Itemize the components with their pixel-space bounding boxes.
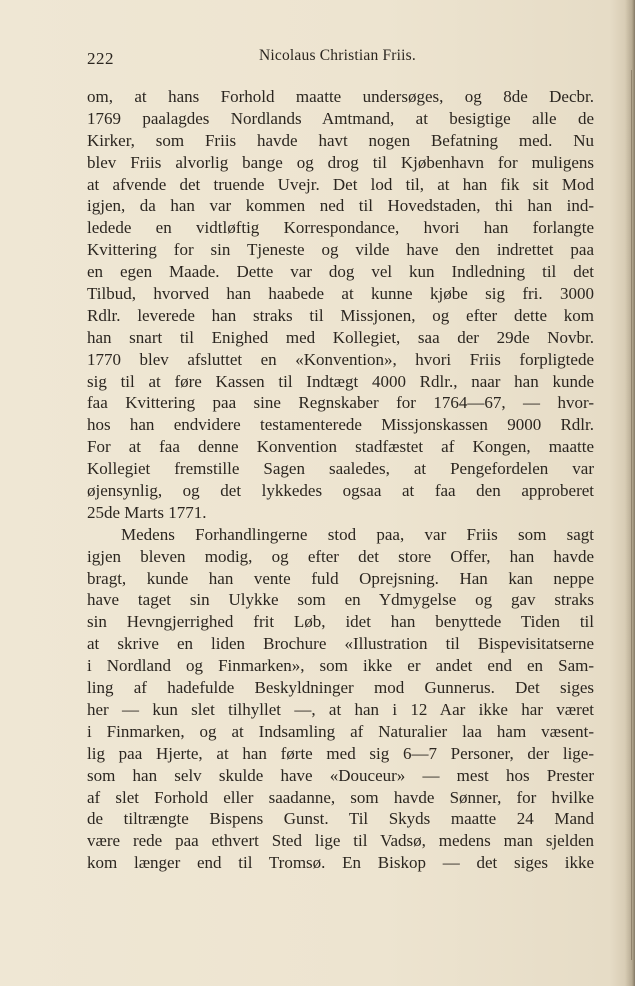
text-line: sig til at føre Kassen til Indtægt 4000 Rdlr., naar han kunde bbox=[87, 371, 594, 391]
text-line: blev Friis alvorlig bange og drog til Kjøbenhavn for muligens bbox=[87, 152, 594, 172]
text-line: lig paa Hjerte, at han førte med sig 6—7 Personer, der lige- bbox=[87, 743, 594, 763]
text-line: i Finmarken, og at Indsamling af Naturalier laa ham væsent- bbox=[87, 721, 594, 741]
text-line: at skrive en liden Brochure «Illustration til Bispevisitatserne bbox=[87, 634, 594, 654]
text-line: hos han endvidere testamenterede Missjonskassen 9000 Rdlr. bbox=[87, 415, 594, 435]
text-line: igjen bleven modig, og efter det store Offer, han havde bbox=[87, 546, 594, 566]
text-line: Kvittering for sin Tjeneste og vilde have den indrettet paa bbox=[87, 240, 594, 260]
text-line: bragt, kunde han vente fuld Oprejsning. Han kan neppe bbox=[87, 568, 594, 588]
text-line: ling af hadefulde Beskyldninger mod Gunnerus. Det siges bbox=[87, 678, 594, 698]
text-line-paragraph-start: Medens Forhandlingerne stod paa, var Friis som sagt bbox=[121, 524, 594, 544]
text-line: her — kun slet tilhyllet —, at han i 12 Aar ikke har været bbox=[87, 699, 594, 719]
text-line: han snart til Enighed med Kollegiet, saa der 29de Novbr. bbox=[87, 327, 594, 347]
text-line: 1769 paalagdes Nordlands Amtmand, at besigtige alle de bbox=[87, 108, 594, 128]
text-line: Kirker, som Friis havde havt nogen Befatning med. Nu bbox=[87, 130, 594, 150]
text-line: som han selv skulde have «Douceur» — mest hos Prester bbox=[87, 765, 594, 785]
text-line: øjensynlig, og det lykkedes ogsaa at faa den approberet bbox=[87, 481, 594, 501]
text-line: kom længer end til Tromsø. En Biskop — det siges ikke bbox=[87, 853, 594, 873]
page-edge-line bbox=[631, 70, 632, 960]
text-line: have taget sin Ulykke som en Ydmygelse og gav straks bbox=[87, 590, 594, 610]
page-number: 222 bbox=[87, 49, 114, 68]
text-line: faa Kvittering paa sine Regnskaber for 1764—67, — hvor- bbox=[87, 393, 594, 413]
text-line: sin Hevngjerrighed frit Løb, idet han benyttede Tiden til bbox=[87, 612, 594, 632]
text-line: Tilbud, hvorved han haabede at kunne kjøbe sig fri. 3000 bbox=[87, 284, 594, 304]
running-head: Nicolaus Christian Friis. bbox=[259, 47, 416, 64]
text-line: For at faa denne Konvention stadfæstet af Kongen, maatte bbox=[87, 437, 594, 457]
text-line: Kollegiet fremstille Sagen saaledes, at Pengefordelen var bbox=[87, 459, 594, 479]
text-line: være rede paa ethvert Sted lige til Vadsø, medens man sjelden bbox=[87, 831, 594, 851]
text-line: ledede en vidtløftig Korrespondance, hvori han forlangte bbox=[87, 218, 594, 238]
page-edge-shadow bbox=[625, 0, 635, 986]
text-line: Rdlr. leverede han straks til Missjonen, og efter dette kom bbox=[87, 305, 594, 325]
text-line: at afvende det truende Uvejr. Det lod til, at han fik sit Mod bbox=[87, 174, 594, 194]
text-line: i Nordland og Finmarken», som ikke er andet end en Sam- bbox=[87, 656, 594, 676]
text-line: de tiltrængte Bispens Gunst. Til Skyds maatte 24 Mand bbox=[87, 809, 594, 829]
text-line: en egen Maade. Dette var dog vel kun Indledning til det bbox=[87, 262, 594, 282]
text-line-paragraph-end: 25de Marts 1771. bbox=[87, 502, 207, 522]
text-line: igjen, da han var kommen ned til Hovedstaden, thi han ind- bbox=[87, 196, 594, 216]
text-body bbox=[87, 86, 594, 874]
text-line: 1770 blev afsluttet en «Konvention», hvori Friis forpligtede bbox=[87, 349, 594, 369]
text-line: om, at hans Forhold maatte undersøges, og 8de Decbr. bbox=[87, 87, 594, 106]
text-line: af slet Forhold eller saadanne, som havde Sønner, for hvilke bbox=[87, 787, 594, 807]
